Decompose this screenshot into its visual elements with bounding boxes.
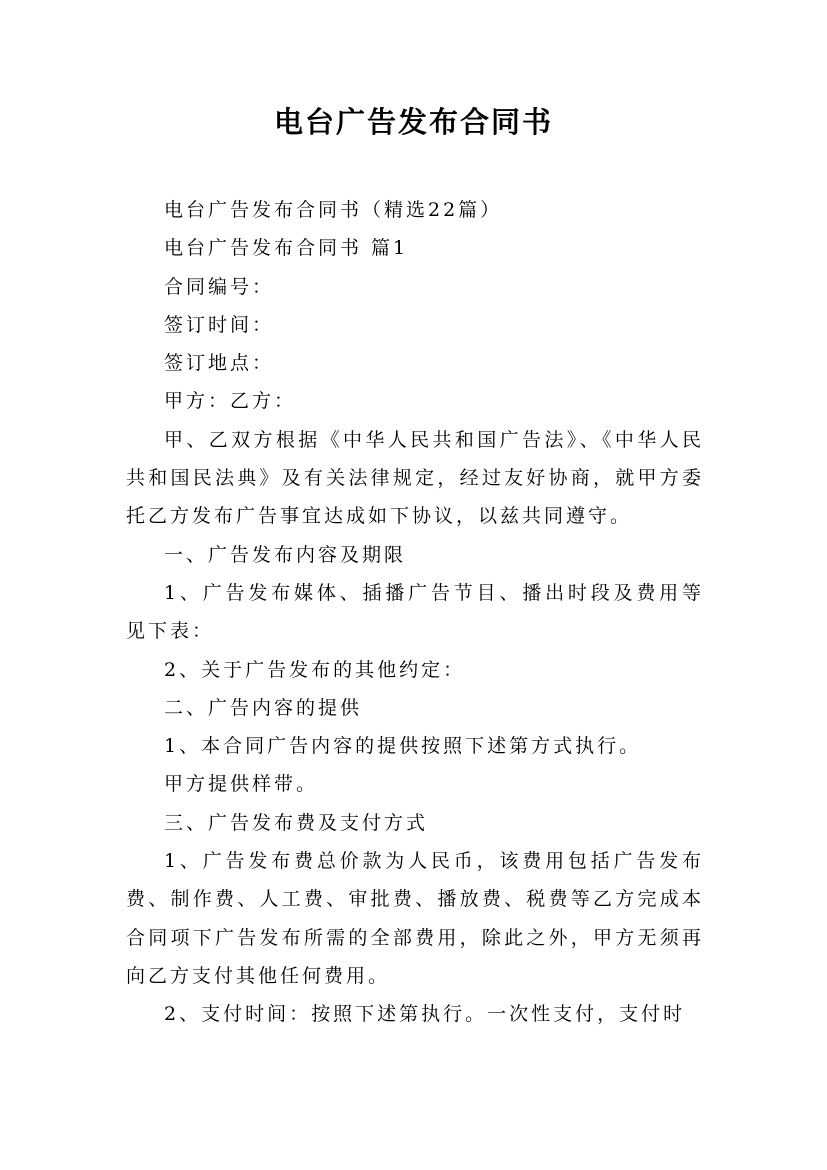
section-heading-fee-payment: 三、广告发布费及支付方式 bbox=[164, 811, 429, 834]
section-heading-content-provision: 二、广告内容的提供 bbox=[164, 696, 363, 719]
paragraph-article-heading: 电台广告发布合同书 篇1 bbox=[164, 237, 409, 260]
document-body bbox=[126, 191, 704, 1034]
paragraph-signing-place: 签订地点： bbox=[164, 352, 275, 375]
paragraph-contract-number: 合同编号： bbox=[164, 275, 275, 298]
paragraph-clause: 1、广告发布费总价款为人民币，该费用包括广告发布费、制作费、人工费、审批费、播放费、税费等乙方完成本合同项下广告发布所需的全部费用，除此之外，甲方无须再向乙方支付其他任何费用。 bbox=[126, 850, 704, 987]
paragraph-clause: 2、关于广告发布的其他约定： bbox=[164, 658, 466, 681]
paragraph-subtitle: 电台广告发布合同书（精选22篇） bbox=[164, 199, 503, 221]
paragraph-parties: 甲方：乙方： bbox=[164, 390, 297, 413]
paragraph-signing-time: 签订时间： bbox=[164, 313, 275, 336]
paragraph-clause: 1、广告发布媒体、插播广告节目、播出时段及费用等见下表： bbox=[126, 581, 704, 643]
section-heading-content-term: 一、广告发布内容及期限 bbox=[164, 543, 407, 566]
paragraph-clause: 甲方提供样带。 bbox=[164, 773, 319, 796]
paragraph-clause: 1、本合同广告内容的提供按照下述第方式执行。 bbox=[164, 735, 642, 758]
paragraph-preamble: 甲、乙双方根据《中华人民共和国广告法》、《中华人民共和国民法典》及有关法律规定，经过友好协商，就甲方委托乙方发布广告事宜达成如下协议，以兹共同遵守。 bbox=[126, 428, 704, 528]
paragraph-clause: 2、支付时间：按照下述第执行。一次性支付，支付时 bbox=[164, 1003, 686, 1026]
document-title: 电台广告发布合同书 bbox=[273, 105, 553, 139]
